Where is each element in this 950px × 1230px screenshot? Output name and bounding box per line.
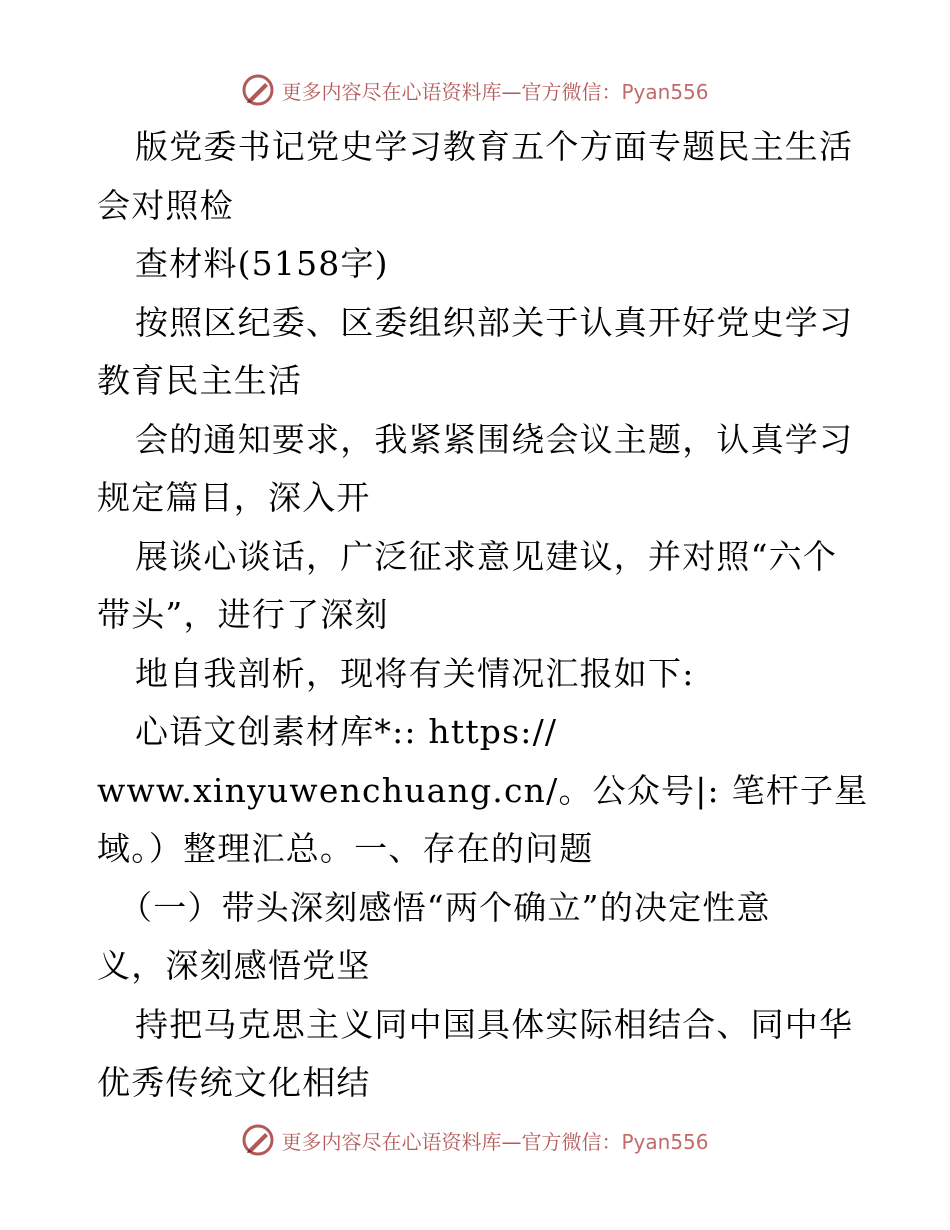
text-line: 按照区纪委、区委组织部关于认真开好党史学习 [135,302,854,342]
watermark-text: 更多内容尽在心语资料库—官方微信：Pyan556 [281,79,709,104]
watermark-handle: Pyan556 [621,79,709,104]
document-body [97,118,869,1113]
text-line: 域。）整理汇总。一、存在的问题 [97,829,594,868]
text-line: 地自我剖析，现将有关情况汇报如下: [135,653,695,693]
text-line: 持把马克思主义同中国具体实际相结合、同中华 [135,1004,854,1044]
text-line: 带头”，进行了深刻 [97,595,389,634]
text-line: 优秀传统文化相结 [97,1063,371,1102]
text-line: 规定篇目，深入开 [97,478,371,517]
text-line: 教育民主生活 [97,361,303,400]
text-line: 会的通知要求，我紧紧围绕会议主题，认真学习 [135,419,854,459]
pen-logo-icon [241,73,275,107]
text-line: 会对照检 [97,185,234,225]
text-line: 义，深刻感悟党坚 [97,946,371,985]
text-line: （一）带头深刻感悟“两个确立”的决定性意 [119,887,771,927]
pen-logo-icon [241,1123,275,1157]
header-watermark [0,70,950,110]
text-line: 心语文创素材库*:: https:// [135,712,558,751]
text-line: 版党委书记党史学习教育五个方面专题民主生活 [135,127,854,166]
text-line: www.xinyuwenchuang.cn/。公众号|: 笔杆子星 [97,770,869,810]
watermark-text: 更多内容尽在心语资料库—官方微信：Pyan556 [281,1129,709,1154]
watermark-handle: Pyan556 [621,1129,709,1154]
footer-watermark [0,1120,950,1160]
text-line: 展谈心谈话，广泛征求意见建议，并对照“六个 [135,536,838,576]
text-line: 查材料(5158字) [135,244,389,283]
